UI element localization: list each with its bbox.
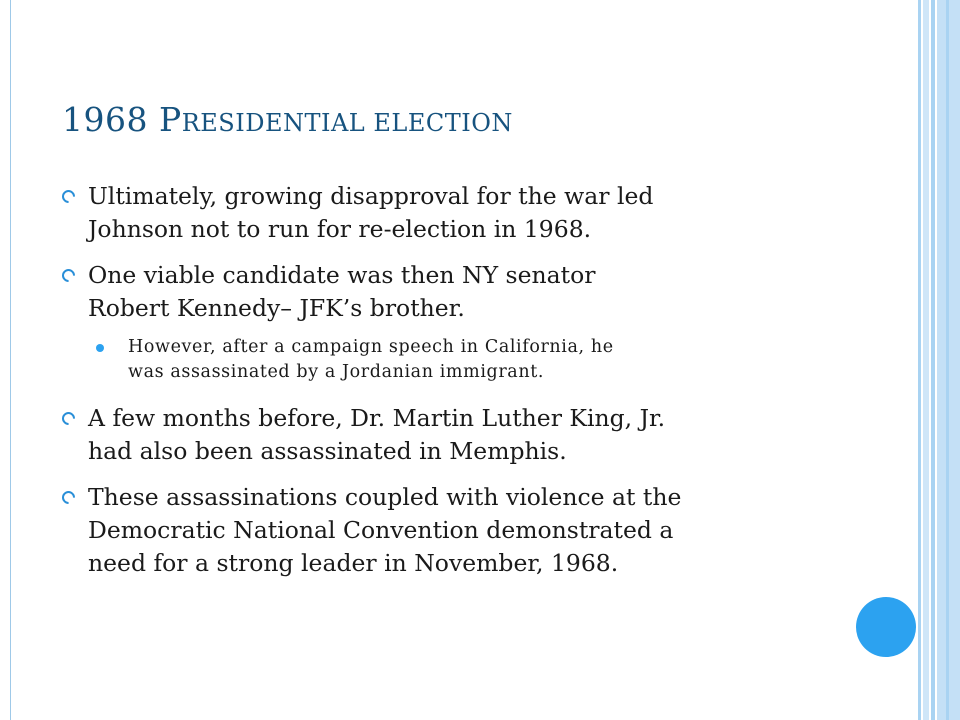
slide-title: [62, 100, 513, 139]
sub-bullet-item: [128, 335, 852, 385]
bullet-item: [62, 180, 852, 246]
bullet-text-line: Democratic National Convention demonstrated a: [88, 516, 674, 544]
sub-bullet-text-line: However, after a campaign speech in California, he: [128, 337, 614, 357]
bullet-ring-icon: [59, 409, 77, 427]
accent-circle: [856, 597, 916, 657]
right-decorative-stripe: [931, 0, 935, 720]
bullet-text-line: A few months before, Dr. Martin Luther King, Jr.: [88, 404, 666, 432]
left-border-line: [10, 0, 11, 720]
bullet-item: [62, 481, 852, 580]
bullet-text-line: One viable candidate was then NY senator: [88, 261, 596, 289]
bullet-text-line: Johnson not to run for re-election in 1968.: [88, 215, 592, 243]
bullet-item: [62, 402, 852, 468]
bullet-text-line: Robert Kennedy– JFK’s brother.: [88, 294, 465, 322]
bullet-ring-icon: [59, 488, 77, 506]
slide-content: [62, 180, 852, 593]
bullet-item: [62, 259, 852, 325]
sub-bullet-dot-icon: [96, 344, 104, 352]
sub-bullet-text-line: was assassinated by a Jordanian immigrant.: [128, 362, 544, 382]
slide-title-part: RESIDENTIAL: [181, 109, 366, 137]
bullet-text-line: Ultimately, growing disapproval for the war led: [88, 182, 654, 210]
right-decorative-stripe: [946, 0, 949, 720]
bullet-text-line: had also been assassinated in Memphis.: [88, 437, 567, 465]
bullet-text-line: These assassinations coupled with violence at the: [88, 483, 682, 511]
bullet-text-line: need for a strong leader in November, 1968.: [88, 549, 619, 577]
slide-title-lead: 1968 P: [62, 100, 182, 139]
bullet-ring-icon: [59, 187, 77, 205]
right-decorative-stripe: [918, 0, 921, 720]
bullet-ring-icon: [59, 266, 77, 284]
slide-title-part: ELECTION: [373, 109, 513, 137]
right-decorative-stripe: [923, 0, 929, 720]
